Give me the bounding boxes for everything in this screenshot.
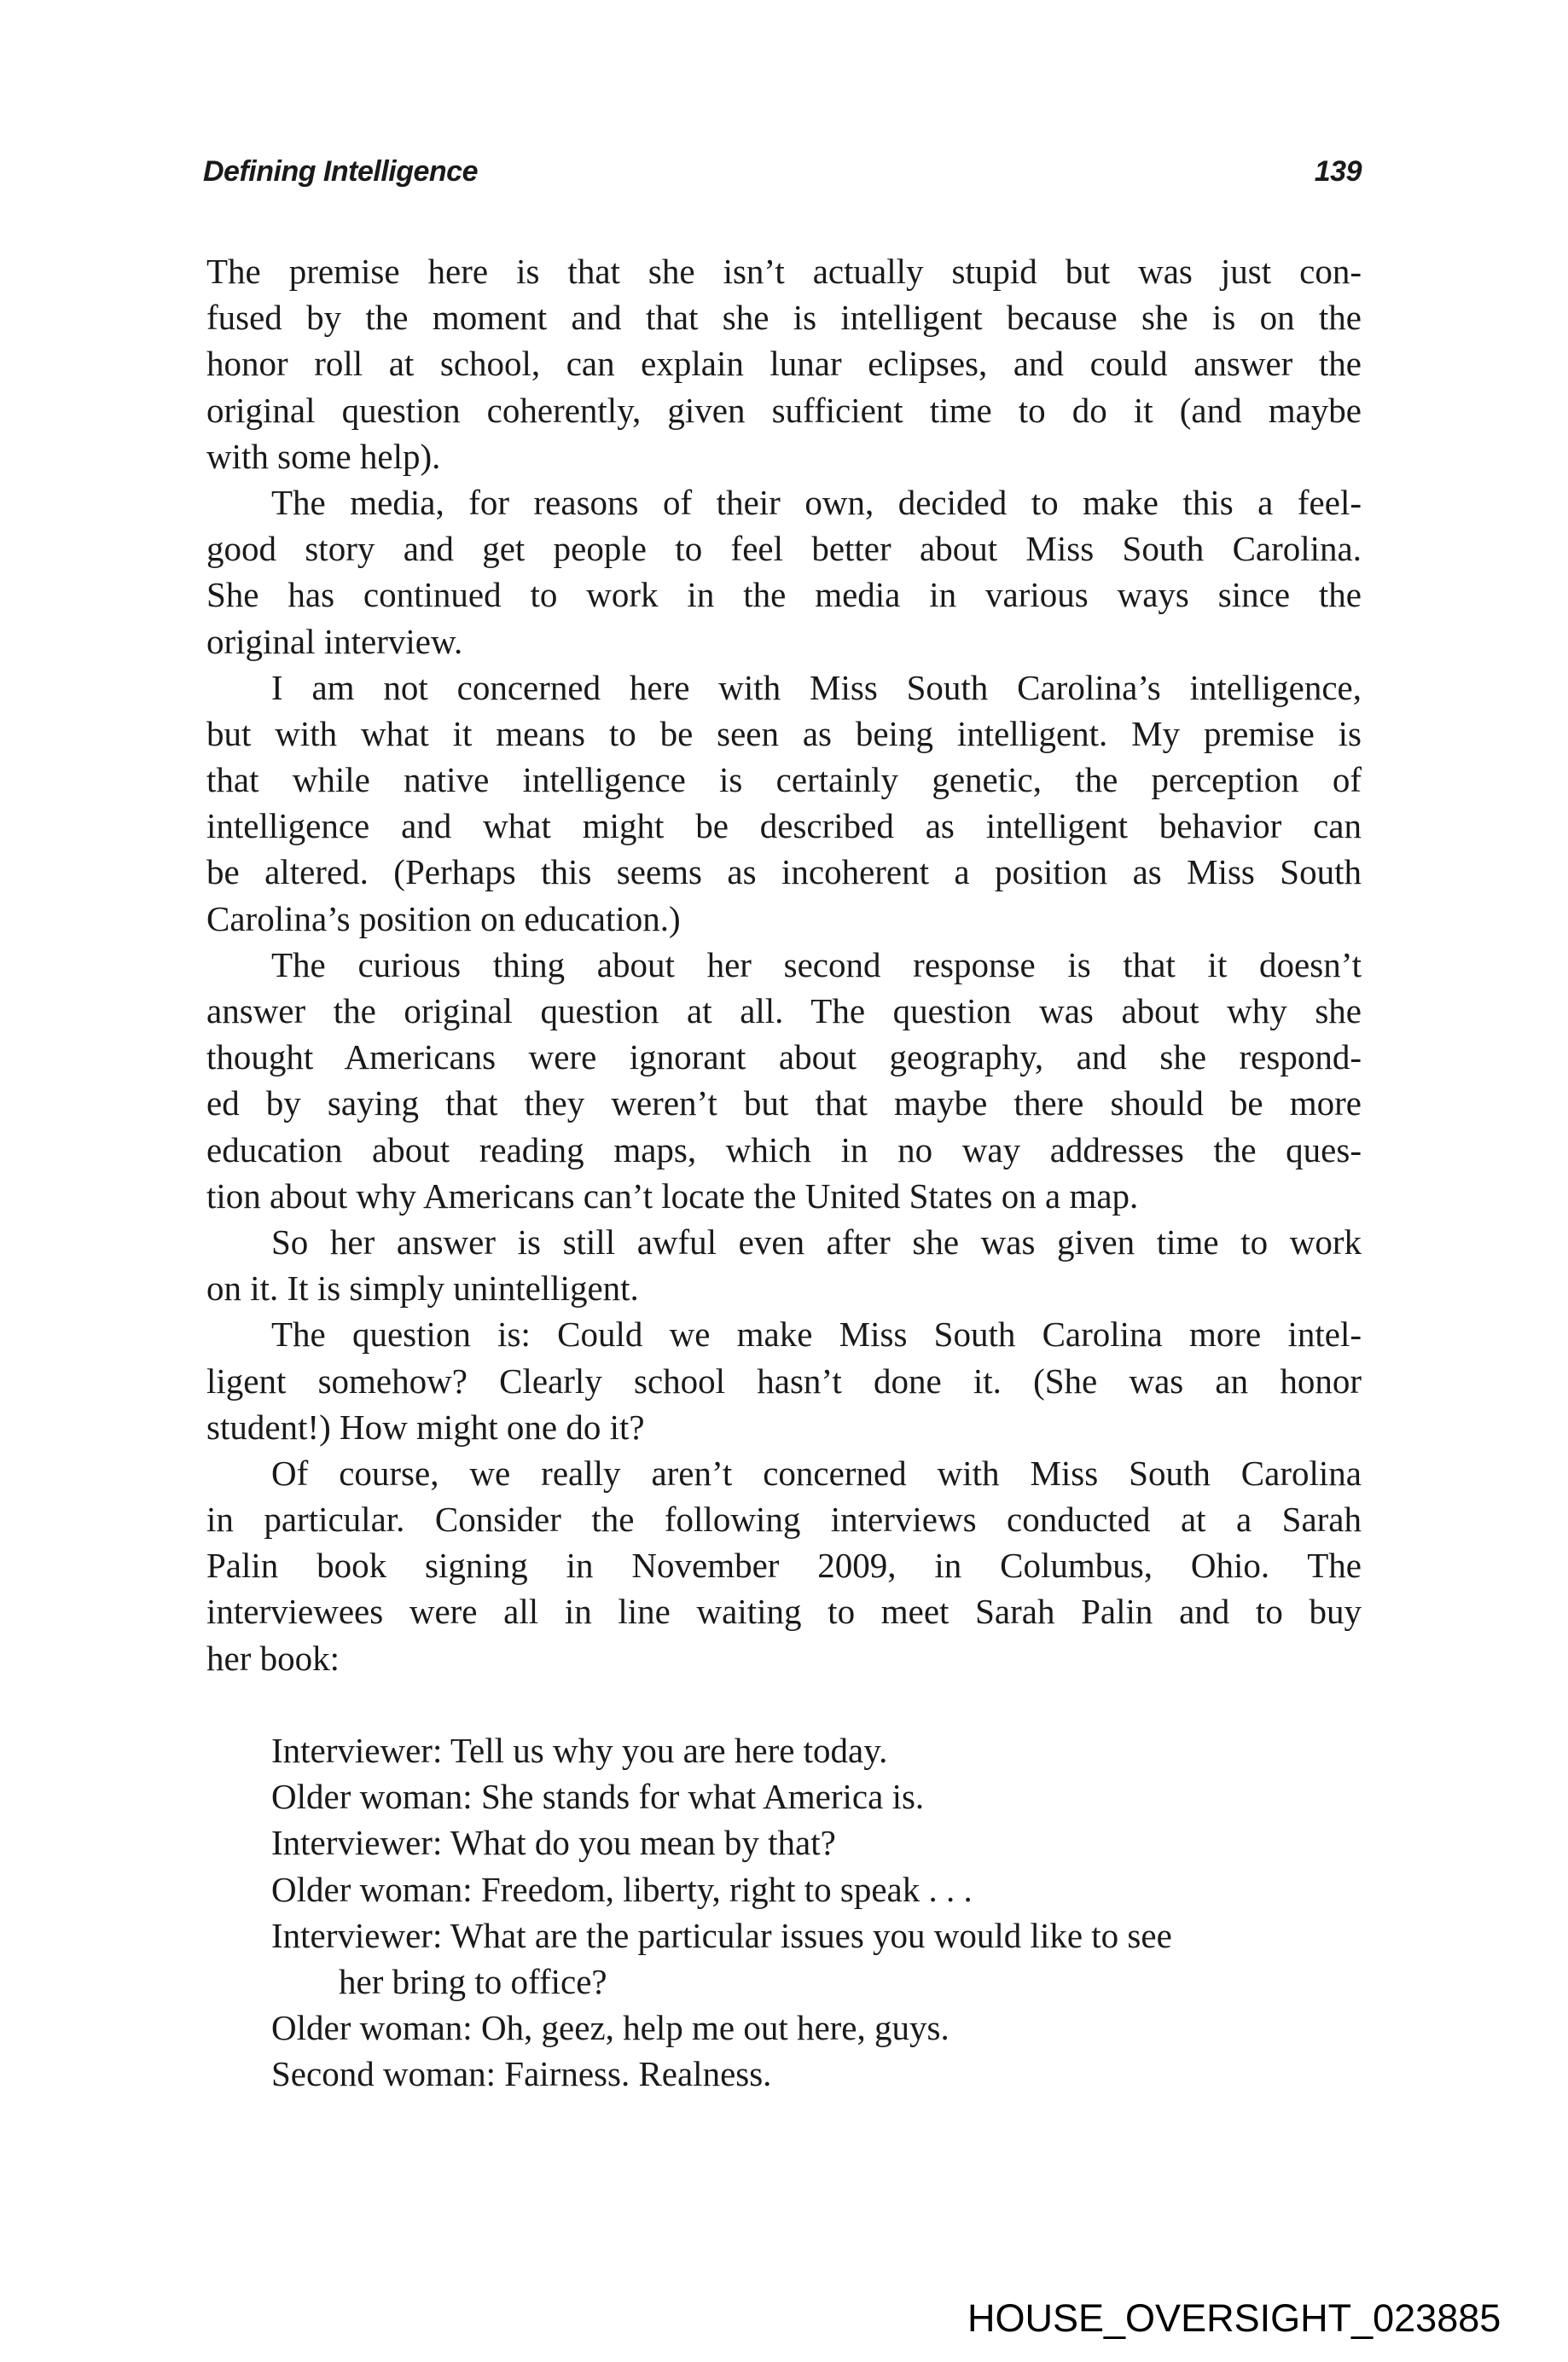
paragraph [206, 664, 1362, 942]
interview-transcript [206, 1727, 1362, 2098]
dialogue-line: Older woman: She stands for what America is. [271, 1777, 925, 1817]
text-line: answer the original question at all. The question was about why she [206, 991, 1362, 1030]
paragraph [206, 1311, 1362, 1450]
paragraphs [206, 248, 1362, 1681]
text-line: I am not concerned here with Miss South Carolina’s intelligence, [271, 667, 1362, 707]
text-line: with some help). [206, 436, 441, 476]
text-line: honor roll at school, can explain lunar eclipses, and could answer the [206, 344, 1362, 384]
text-line: student!) How might one do it? [206, 1407, 645, 1447]
dialogue-line: Second woman: Fairness. Realness. [271, 2054, 772, 2094]
bates-stamp: HOUSE_OVERSIGHT_023885 [967, 2296, 1501, 2340]
text-line: The question is: Could we make Miss South Carolina more intel- [271, 1314, 1362, 1355]
dialogue-line: Interviewer: What do you mean by that? [271, 1823, 836, 1863]
paragraph [206, 942, 1362, 1219]
dialogue-line: her bring to office? [339, 1961, 607, 2001]
text-line: her book: [206, 1638, 340, 1678]
text-line: The premise here is that she isn’t actually stupid but was just con- [206, 252, 1362, 291]
body-text [206, 248, 1362, 2098]
text-line: Carolina’s position on education.) [206, 898, 681, 938]
text-line: ligent somehow? Clearly school hasn’t done it. (She was an honor [206, 1361, 1362, 1401]
dialogue-line: Older woman: Freedom, liberty, right to speak . . . [271, 1869, 973, 1909]
text-line: but with what it means to be seen as being intelligent. My premise is [206, 713, 1362, 753]
text-line: interviewees were all in line waiting to meet Sarah Palin and to buy [206, 1592, 1362, 1632]
paragraph [206, 479, 1362, 664]
paragraph [206, 248, 1362, 479]
text-line: education about reading maps, which in no way addresses the ques- [206, 1129, 1362, 1169]
paragraph [206, 1450, 1362, 1681]
dialogue-line: Interviewer: What are the particular issues you would like to see [271, 1915, 1172, 1955]
dialogue-line: Older woman: Oh, geez, help me out here, guys. [271, 2008, 950, 2048]
text-line: Palin book signing in November 2009, in Columbus, Ohio. The [206, 1546, 1362, 1586]
text-line: tion about why Americans can’t locate the United States on a map. [206, 1175, 1139, 1216]
text-line: Of course, we really aren’t concerned with Miss South Carolina [271, 1453, 1362, 1493]
text-line: The media, for reasons of their own, decided to make this a feel- [271, 482, 1362, 522]
text-line: The curious thing about her second response is that it doesn’t [271, 944, 1362, 984]
text-line: original interview. [206, 621, 463, 661]
text-line: good story and get people to feel better about Miss South Carolina. [206, 529, 1362, 569]
text-line: original question coherently, given sufficient time to do it (and maybe [206, 390, 1362, 430]
running-title: Defining Intelligence [203, 155, 478, 188]
paragraph [206, 1219, 1362, 1311]
text-line: that while native intelligence is certainly genetic, the perception of [206, 760, 1362, 800]
text-line: on it. It is simply unintelligent. [206, 1268, 639, 1309]
page-number: 139 [1314, 155, 1362, 188]
dialogue-line: Interviewer: Tell us why you are here today. [271, 1731, 888, 1770]
text-line: intelligence and what might be described as intelligent behavior can [206, 806, 1362, 846]
text-line: be altered. (Perhaps this seems as incoherent a position as Miss South [206, 852, 1362, 892]
text-line: She has continued to work in the media in various ways since the [206, 575, 1362, 615]
text-line: ed by saying that they weren’t but that maybe there should be more [206, 1083, 1362, 1123]
text-line: So her answer is still awful even after she was given time to work [271, 1222, 1362, 1262]
text-line: fused by the moment and that she is intelligent because she is on the [206, 298, 1362, 338]
text-line: in particular. Consider the following interviews conducted at a Sarah [206, 1500, 1362, 1540]
text-line: thought Americans were ignorant about geography, and she respond- [206, 1037, 1362, 1077]
